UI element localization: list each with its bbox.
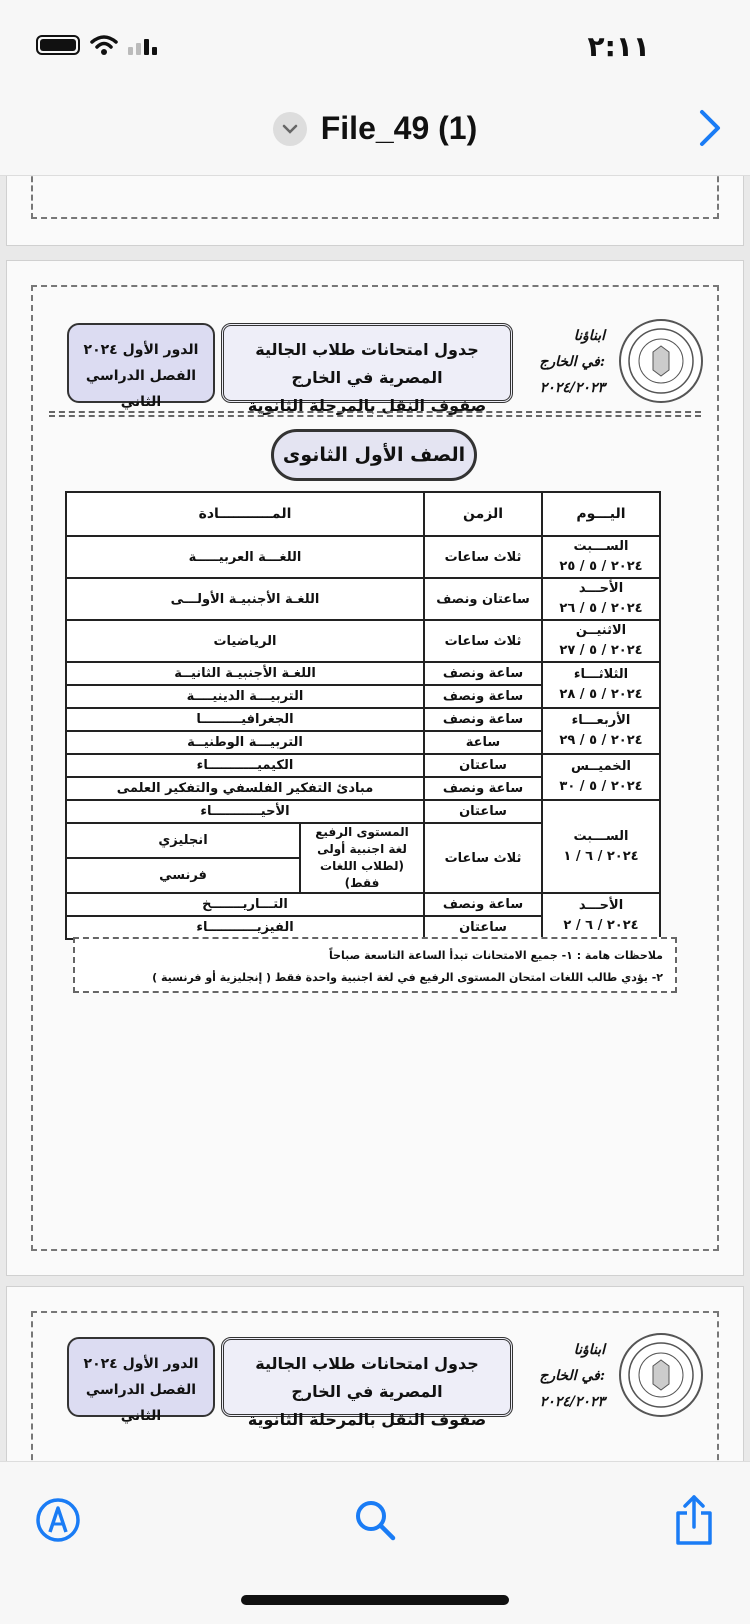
title-menu-button[interactable] xyxy=(273,112,307,146)
subject-cell: التربيـــة الدينيــــة xyxy=(66,685,424,708)
term-box xyxy=(67,323,215,410)
schedule-title: جدول امتحانات طلاب الجالية المصرية في الخارج xyxy=(255,340,479,387)
ministry-seal-icon xyxy=(619,319,703,403)
day-cell: الأحـــد ٢٠٢٤ / ٥ / ٢٦ xyxy=(542,578,660,620)
search-icon xyxy=(351,1496,399,1544)
note-1: ملاحظات هامة : ١- جميع الامتحانات تبدأ الساعة التاسعة صباحاً xyxy=(328,949,663,962)
abroad-line-3: ٢٠٢٤/٢٠٢٣ xyxy=(539,380,605,396)
duration-cell: ثلاث ساعات xyxy=(424,620,542,662)
day-cell: الســـبت ٢٠٢٤ / ٥ / ٢٥ xyxy=(542,536,660,578)
duration-cell: ساعتان xyxy=(424,800,542,823)
subject-cell: اللغـة الأجنبيـة الثانيــة xyxy=(66,662,424,685)
chevron-down-icon xyxy=(282,124,298,134)
duration-cell: ثلاث ساعات xyxy=(424,536,542,578)
file-title: File_49 (1) xyxy=(320,110,478,146)
wifi-icon xyxy=(90,34,118,56)
abroad-line-1: ابناؤنا xyxy=(573,328,605,344)
subject-cell: الفيزيـــــــــــاء xyxy=(66,916,424,939)
subject-cell-english: انجليزي xyxy=(66,823,300,858)
duration-cell: ساعة ونصف xyxy=(424,685,542,708)
notes-box xyxy=(73,937,677,993)
markup-icon xyxy=(34,1496,82,1544)
share-button[interactable] xyxy=(664,1490,724,1550)
table-row xyxy=(66,620,660,662)
term-line-1: الدور الأول ٢٠٢٤ xyxy=(83,342,199,358)
cellular-signal-icon xyxy=(128,35,157,55)
grade-title: الصف الأول الثانوى xyxy=(271,429,477,481)
duration-cell: ساعة ونصف xyxy=(424,893,542,916)
duration-cell: ساعتان xyxy=(424,754,542,777)
day-cell: الخميــس ٢٠٢٤ / ٥ / ٣٠ xyxy=(542,754,660,800)
next-page-header xyxy=(37,1333,713,1429)
duration-cell: ساعة ونصف xyxy=(424,708,542,731)
table-row xyxy=(66,893,660,916)
header-divider xyxy=(49,411,701,417)
term-line-2: الفصل الدراسي الثاني xyxy=(85,368,197,410)
schedule-title-box: جدول امتحانات طلاب الجالية المصرية في الخارج صفوف النقل بالمرحلة الثانوية xyxy=(221,1337,513,1417)
subject-cell: التـــاريـــــــخ xyxy=(66,893,424,916)
advanced-level-cell: المستوى الرفيع لغة اجنبية أولى (لطلاب اللغات فقط) xyxy=(300,823,424,893)
table-row xyxy=(66,708,660,731)
status-bar xyxy=(0,0,750,90)
day-cell: الأربعـــاء ٢٠٢٤ / ٥ / ٢٩ xyxy=(542,708,660,754)
subject-cell: الجغرافيـــــــــا xyxy=(66,708,424,731)
schedule-subtitle: صفوف النقل بالمرحلة الثانوية xyxy=(247,396,487,415)
col-subject-header: المـــــــــــادة xyxy=(66,492,424,536)
home-indicator[interactable] xyxy=(241,1595,509,1605)
subject-cell: التربيـــة الوطنيــة xyxy=(66,731,424,754)
ministry-seal-icon xyxy=(619,1333,703,1417)
table-row xyxy=(66,536,660,578)
search-button[interactable] xyxy=(345,1490,405,1550)
day-cell: الثلاثـــاء ٢٠٢٤ / ٥ / ٢٨ xyxy=(542,662,660,708)
subject-cell: الكيميـــــــــــاء xyxy=(66,754,424,777)
subject-cell: اللغـة الأجنبيـة الأولـــى xyxy=(66,578,424,620)
term-box: الدور الأول ٢٠٢٤ الفصل الدراسي الثاني xyxy=(67,1337,215,1417)
duration-cell: ساعتان xyxy=(424,916,542,939)
markup-button[interactable] xyxy=(28,1490,88,1550)
duration-cell: ساعة xyxy=(424,731,542,754)
document-viewer[interactable] xyxy=(0,176,750,1461)
duration-cell: ساعتان ونصف xyxy=(424,578,542,620)
subject-cell: الأحيـــــــــــاء xyxy=(66,800,424,823)
document-page xyxy=(6,260,744,1276)
col-day-header: اليـــوم xyxy=(542,492,660,536)
table-row xyxy=(66,800,660,823)
subject-cell: مبادئ التفكير الفلسفي والتفكير العلمى xyxy=(66,777,424,800)
battery-icon xyxy=(36,35,80,55)
note-2: ٢- يؤدي طالب اللغات امتحان المستوى الرفيع في لغة اجنبية واحدة فقط ( إنجليزية أو فرنسية ) xyxy=(152,971,663,984)
day-cell: الاثنيــن ٢٠٢٤ / ٥ / ٢٧ xyxy=(542,620,660,662)
title-group[interactable] xyxy=(0,110,750,147)
subject-cell: اللغـــة العربيـــــة xyxy=(66,536,424,578)
table-row xyxy=(66,578,660,620)
chevron-right-icon xyxy=(698,108,722,148)
next-page xyxy=(6,1286,744,1461)
duration-cell: ساعة ونصف xyxy=(424,662,542,685)
table-row xyxy=(66,754,660,777)
day-cell: الأحـــد ٢٠٢٤ / ٦ / ٢ xyxy=(542,893,660,939)
abroad-label xyxy=(525,323,605,401)
table-row xyxy=(66,662,660,685)
exam-schedule-table xyxy=(65,491,661,940)
duration-cell: ساعة ونصف xyxy=(424,777,542,800)
next-button[interactable] xyxy=(692,106,728,150)
status-icons xyxy=(36,34,157,56)
subject-cell-french: فرنسي xyxy=(66,858,300,893)
page-header xyxy=(37,319,713,415)
subject-cell: الرياضيات xyxy=(66,620,424,662)
document-title-bar xyxy=(0,90,750,176)
bottom-toolbar xyxy=(0,1461,750,1624)
schedule-title-box xyxy=(221,323,513,415)
abroad-label: ابناؤنا في الخارج: ٢٠٢٤/٢٠٢٣ xyxy=(539,1342,605,1410)
day-cell: الســـبت ٢٠٢٤ / ٦ / ١ xyxy=(542,800,660,893)
share-icon xyxy=(670,1493,718,1547)
previous-page xyxy=(6,176,744,246)
col-duration-header: الزمن xyxy=(424,492,542,536)
status-time: ٢:١١ xyxy=(587,30,650,63)
abroad-line-2: في الخارج: xyxy=(539,354,605,370)
duration-cell: ثلاث ساعات xyxy=(424,823,542,893)
table-header-row xyxy=(66,492,660,536)
